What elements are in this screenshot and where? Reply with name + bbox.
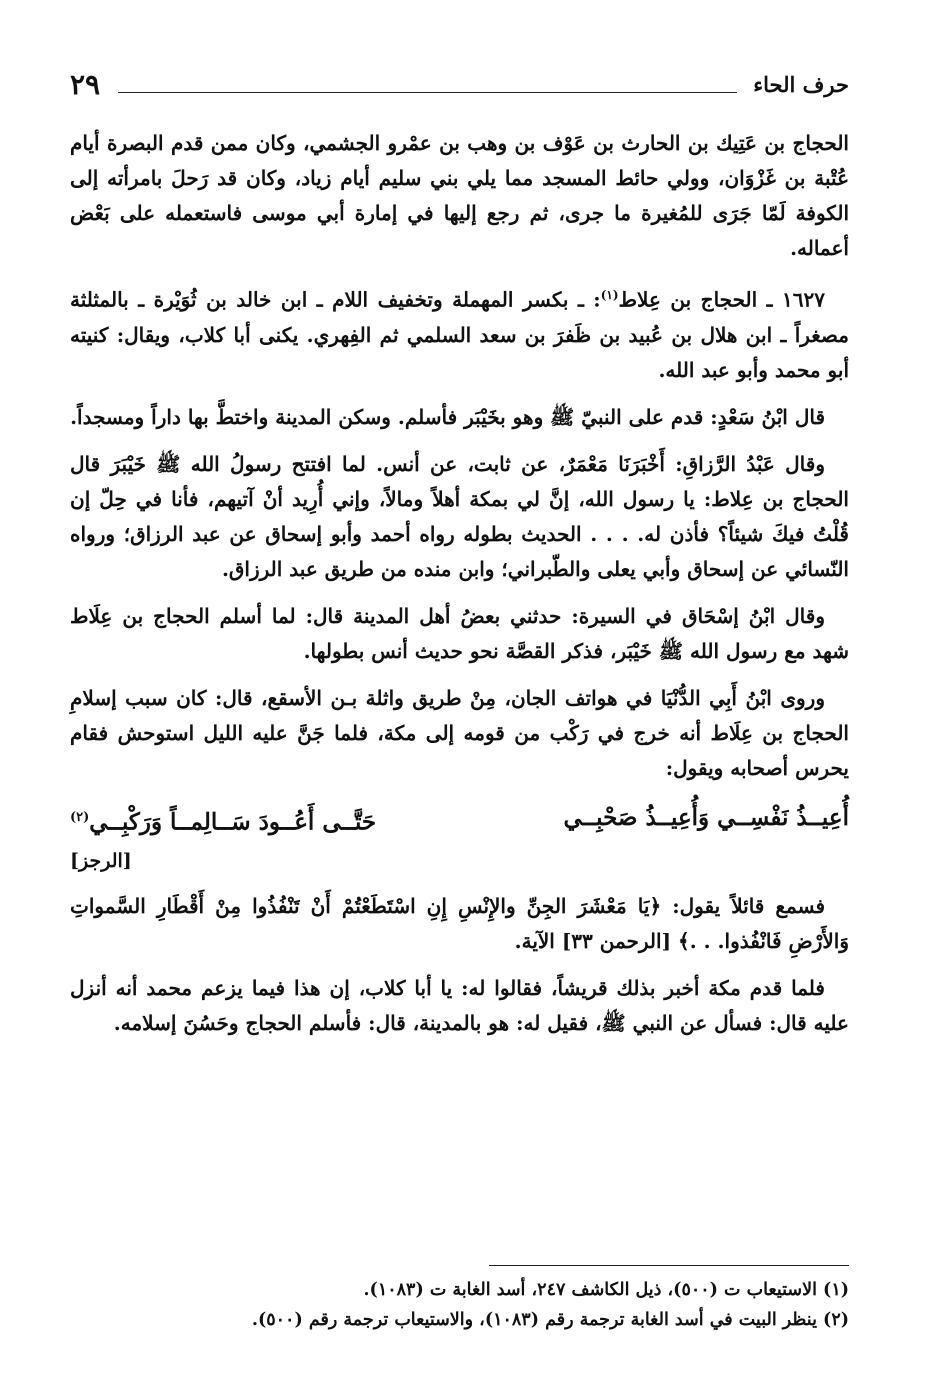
verse-first-half: أُعِيــذُ نَفْسِــي وَأُعِيــذُ صَحْبِــي	[563, 803, 849, 831]
footnote-1: (١) الاستيعاب ت (٥٠٠)، ذيل الكاشف ٢٤٧، أسد الغابة ت (١٠٨٣).	[363, 1280, 849, 1300]
entry-text: بكسر المهملة وتخفيف اللام ـ ابن خالد بن ثُوَيْرة ـ بالمثلثة مصغراً ـ ابن هلال بن عُبيد بن ظَفرَ بن سعد السلمي ثم الفِهري. يكنى أبا كلاب، ويقال: كنيته أبو محمد وأبو عبد الله.	[70, 287, 849, 382]
footnote-rule	[489, 1265, 849, 1266]
paragraph-abd-razzaq: وقال عَبْدُ الرَّزاقِ: أَخْبَرَنَا مَعْمَرٌ، عن ثابت، عن أنس. لما افتتح رسولُ الله ﷺ خَيْبَرَ قال الحجاج بن عِلاط: يا رسول الله، إنَّ لي بمكة أهلاً ومالاً، وإني أُرِيد أنْ آتيهم، فأنا في حِلّ إن قُلْتُ فيكَ شيئاً؟ فأذن له. . . . الحديث بطوله رواه أحمد وأبو إسحاق عن عبد الرزاق؛ ورواه النّسائي عن إسحاق وأبي يعلى والطّبراني؛ وابن منده من طريق عبد الرزاق.	[70, 451, 849, 581]
paragraph-conclusion: فلما قدم مكة أخبر بذلك قريشاً، فقالوا له: يا أبا كلاب، إن هذا فيما يزعم محمد أنه أنزل عليه قال: فسأل عن النبي ﷺ، فقيل له: هو بالمدينة، قال: فأسلم الحجاج وحَسُنَ إسلامه.	[70, 976, 849, 1036]
paragraph-quran-quote: فسمع قائلاً يقول: ﴿يَا مَعْشَرَ الجِنِّ والإِنْسِ إِنِ اسْتَطَعْتُمْ أَنْ تَنْفُذُوا مِنْ أَقْطَارِ السَّمواتِ وَالأَرْضِ فَانْفُذوا. . .﴾ [الرحمن ٣٣] الآية.	[70, 894, 849, 954]
entry-name: الحجاج بن عِلاط	[618, 287, 758, 312]
paragraph-ibn-saad: قال ابْنُ سَعْدٍ: قدم على النبيّ ﷺ وهو بخَيْبَر فأسلم. وسكن المدينة واختطَّ بها داراً ومسجداً.	[70, 404, 825, 429]
header-rule	[118, 92, 737, 93]
verse-meter: [الرجز]	[70, 850, 132, 873]
footnote-ref-2: (٢)	[70, 809, 90, 825]
page-number: ٢٩	[70, 68, 101, 101]
page-header	[60, 68, 849, 108]
paragraph-ibn-abi-dunya: وروى ابْنُ أَبِي الدُّنْيَا في هواتف الجان، مِنْ طريق واثلة بـن الأسقع، قال: كان سبب إسلامِ الحجاج بن عِلَاط أنه خرج في رَكْب من قومه إلى مكة، فلما جَنَّ عليه الليل استوحش فقام يحرس أصحابه ويقول:	[70, 685, 849, 780]
paragraph-continuation: الحجاج بن عَتِيك بن الحارث بن عَوْف بن وهب بن عمْرو الجشمي، وكان ممن قدم البصرة أيام عُتْبة بن غَزْوَان، وولي حائط المسجد مما يلي بني سليم أيام زياد، وكان قد رَحلَ بامرأته إلى الكوفة لَمّا جَرَى للمُغيرة ما جرى، ثم رجع إليها في إمارة أبي موسى فاستعمله على بَعْض أعماله.	[70, 131, 849, 260]
paragraph-ibn-ishaq: وقال ابْنُ إسْحَاق في السيرة: حدثني بعضُ أهل المدينة قال: لما أسلم الحجاج بن عِلَاط شهد مع رسول الله ﷺ خَيْبَر، فذكر القصَّة نحو حديث أنس بطولها.	[70, 603, 849, 663]
verse-second-half: حَتَّــى أَعُــودَ سَــالِمــاً وَرَكْبِــي$^{(٢)}$	[70, 808, 377, 836]
entry-1627: ١٦٢٧ ـ الحجاج بن عِلاط$^{(١)}$: ـ بكسر المهملة وتخفيف اللام ـ ابن خالد بن ثُوَيْرة ـ بالمثلثة مصغراً ـ ابن هلال بن عُبيد بن ظَفرَ بن سعد السلمي ثم الفِهري. يكنى أبا كلاب، ويقال: كنيته أبو محمد وأبو عبد الله.	[70, 287, 849, 382]
footnote-2: (٢) ينظر البيت في أسد الغابة ترجمة رقم (١٠٨٣)، والاستيعاب ترجمة رقم (٥٠٠).	[251, 1310, 849, 1330]
entry-number: ١٦٢٧	[782, 287, 826, 312]
verse-line	[70, 798, 849, 843]
page-body	[70, 126, 849, 1053]
running-title: حرف الحاء	[753, 72, 849, 97]
footnote-ref-1: (١)	[600, 288, 619, 302]
footnotes	[70, 1275, 849, 1335]
